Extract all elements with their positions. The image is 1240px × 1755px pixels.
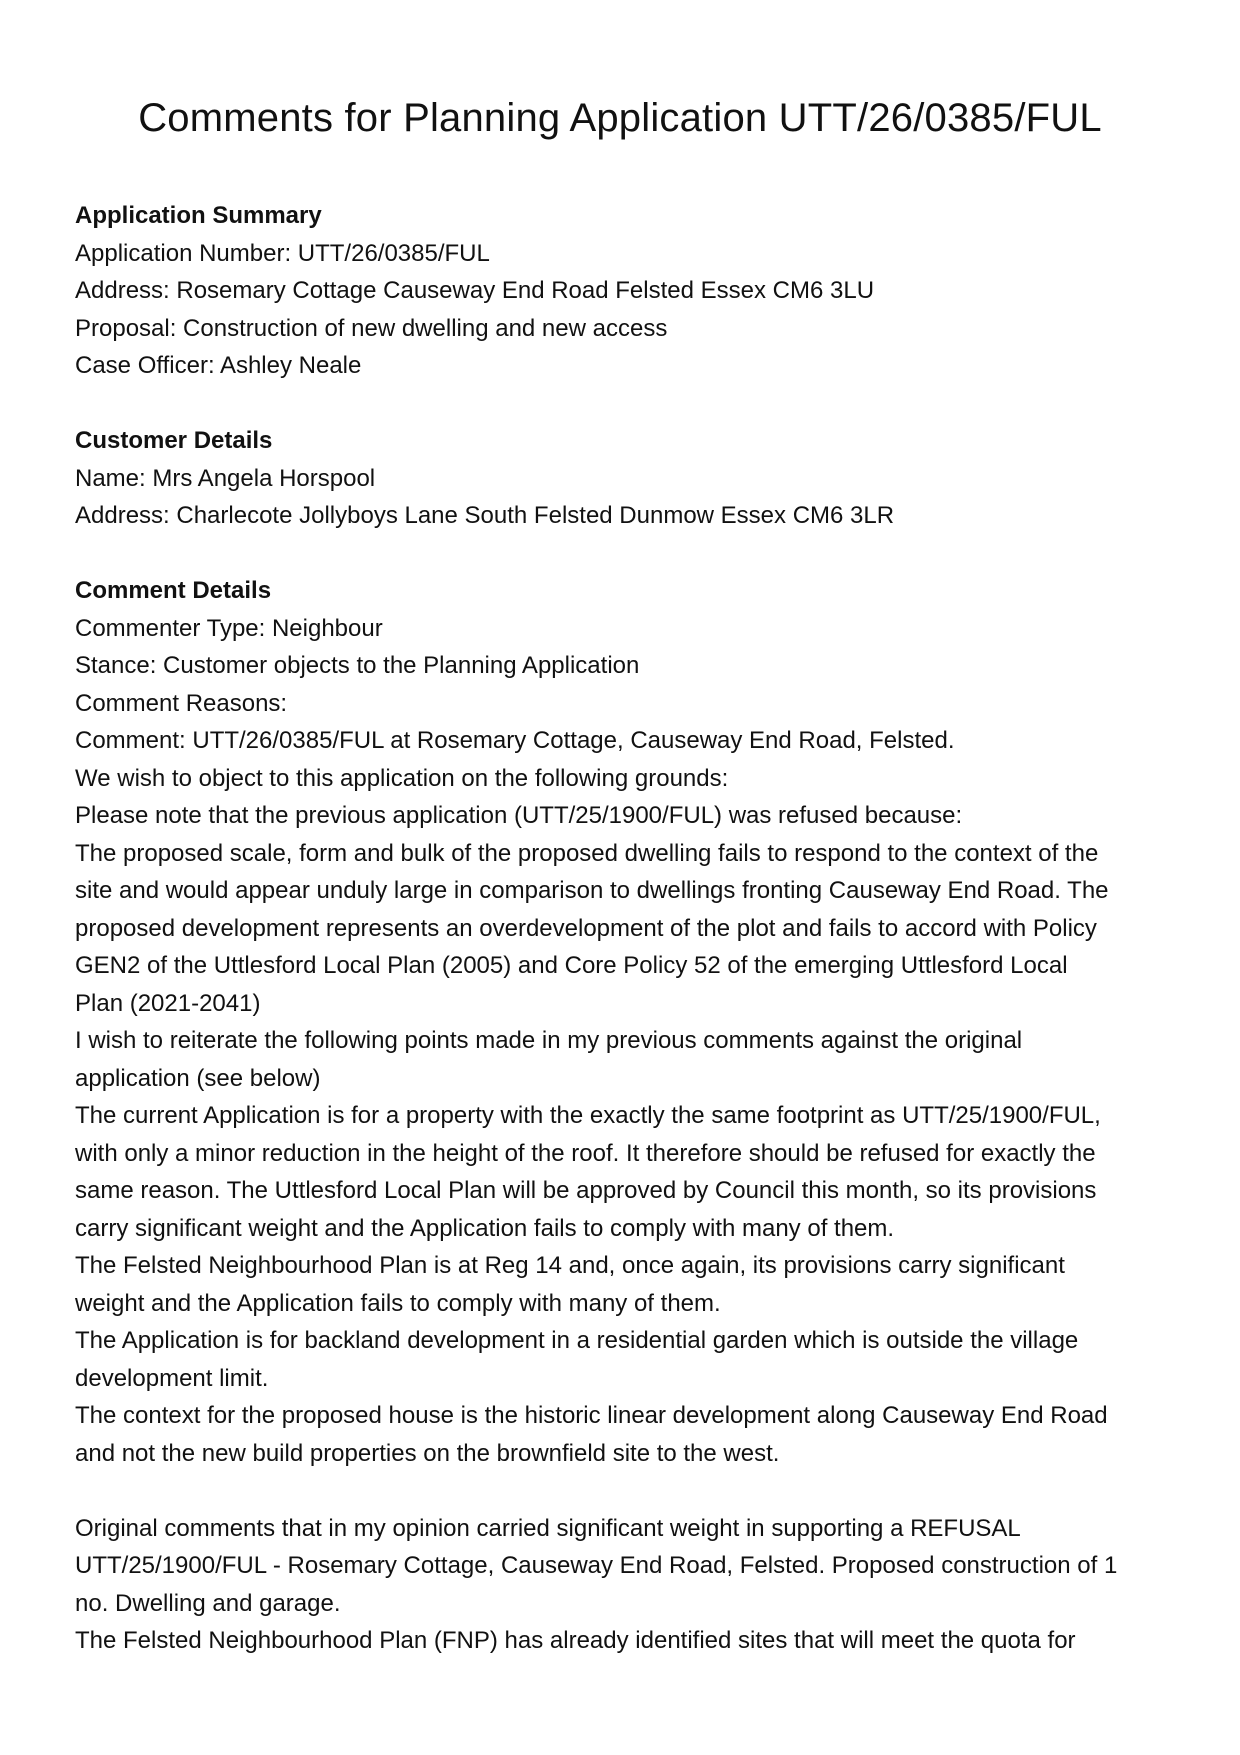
spacer [75,1472,1175,1510]
comment-line: Please note that the previous application (UTT/25/1900/FUL) was refused because: [75,802,963,829]
comment-line: with only a minor reduction in the height of the roof. It therefore should be refused for exactly the [75,1139,1096,1167]
original-comments-text [75,1510,1175,1660]
application-proposal: Proposal: Construction of new dwelling and new access [75,314,668,342]
comment-line: GEN2 of the Uttlesford Local Plan (2005) and Core Policy 52 of the emerging Uttlesford Local [75,952,1068,979]
comment-text [75,722,1175,1472]
comment-reasons: Comment Reasons: [75,689,288,717]
comment-line: The Felsted Neighbourhood Plan is at Reg 14 and, once again, its provisions carry significant [75,1252,1065,1279]
comment-line: The proposed scale, form and bulk of the proposed dwelling fails to respond to the context of the [75,839,1099,867]
comment-line: weight and the Application fails to comply with many of them. [75,1289,721,1317]
comment-line: site and would appear unduly large in comparison to dwellings fronting Causeway End Road. The [75,877,1109,904]
comment-details-section [75,572,1175,1660]
commenter-type: Commenter Type: Neighbour [75,614,383,642]
document-body [75,197,1175,1660]
customer-address: Address: Charlecote Jollyboys Lane South Felsted Dunmow Essex CM6 3LR [75,502,895,529]
comment-line: The context for the proposed house is the historic linear development along Causeway End Road [75,1402,1108,1429]
application-summary-heading: Application Summary [75,202,322,229]
application-summary-section [75,197,1175,385]
stance: Stance: Customer objects to the Planning Application [75,652,640,679]
spacer [75,385,1175,423]
comment-line: The current Application is for a property with the exactly the same footprint as UTT/25/1900/FUL, [75,1102,1101,1129]
comment-line: Comment: UTT/26/0385/FUL at Rosemary Cottage, Causeway End Road, Felsted. [75,727,955,754]
original-comment-line: UTT/25/1900/FUL - Rosemary Cottage, Causeway End Road, Felsted. Proposed construction of 1 [75,1552,1118,1579]
comment-line: We wish to object to this application on the following grounds: [75,764,729,792]
comment-details-heading: Comment Details [75,577,272,604]
comment-line: The Application is for backland development in a residential garden which is outside the village [75,1327,1079,1354]
original-comment-line: Original comments that in my opinion carried significant weight in supporting a REFUSAL [75,1514,1021,1542]
customer-details-section [75,422,1175,535]
original-comment-line: no. Dwelling and garage. [75,1589,341,1617]
customer-details-heading: Customer Details [75,427,273,454]
application-address: Address: Rosemary Cottage Causeway End Road Felsted Essex CM6 3LU [75,277,875,304]
comment-line: carry significant weight and the Application fails to comply with many of them. [75,1214,895,1242]
comment-line: and not the new build properties on the brownfield site to the west. [75,1439,780,1467]
page-title: Comments for Planning Application UTT/26/0385/FUL [138,96,1102,140]
comment-line: same reason. The Uttlesford Local Plan will be approved by Council this month, so its provisions [75,1177,1097,1204]
comment-line: application (see below) [75,1064,321,1092]
comment-line: development limit. [75,1364,269,1392]
customer-name: Name: Mrs Angela Horspool [75,464,376,492]
application-number: Application Number: UTT/26/0385/FUL [75,239,490,267]
comment-line: proposed development represents an overdevelopment of the plot and fails to accord with Policy [75,914,1097,942]
comment-line: I wish to reiterate the following points made in my previous comments against the original [75,1027,1023,1054]
case-officer: Case Officer: Ashley Neale [75,352,362,379]
comment-line: Plan (2021-2041) [75,989,261,1017]
original-comment-line: The Felsted Neighbourhood Plan (FNP) has already identified sites that will meet the quota for [75,1627,1076,1654]
spacer [75,535,1175,573]
